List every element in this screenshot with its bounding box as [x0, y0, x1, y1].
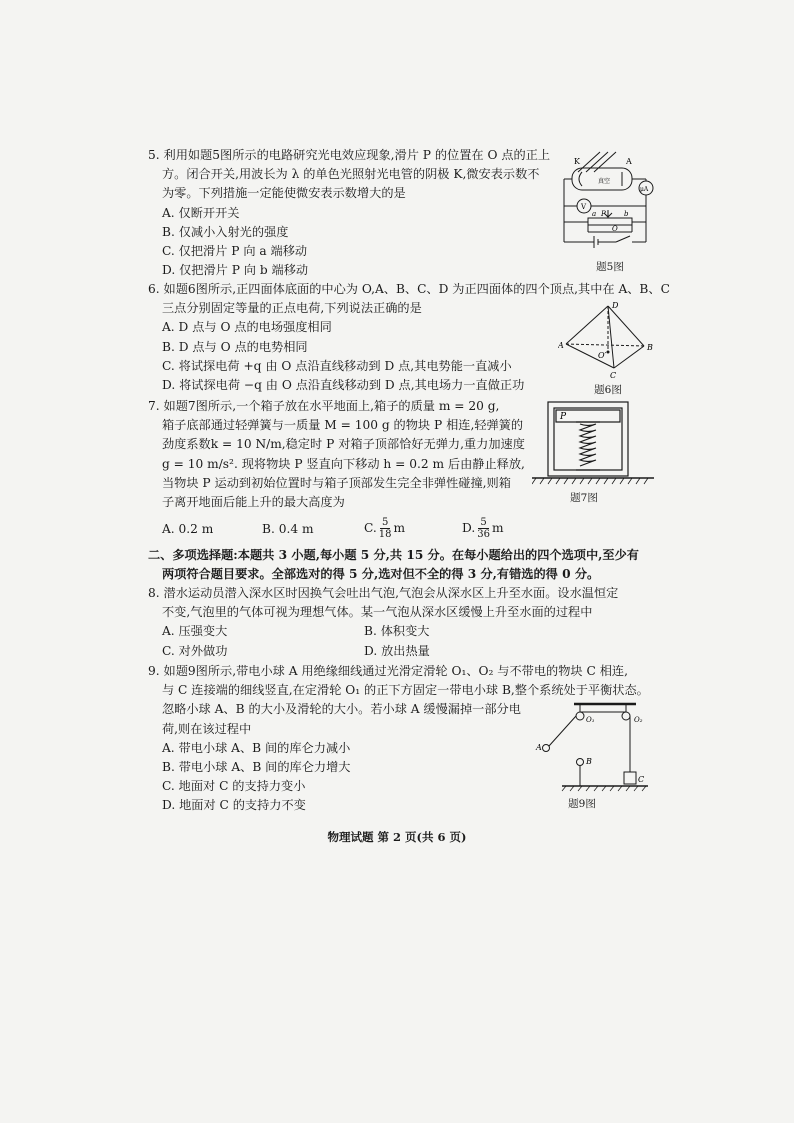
figure-7-caption: 题7图 [570, 492, 598, 504]
question-7-option-a: A. 0.2 m [162, 522, 214, 536]
fig6-label-A: A [558, 341, 564, 350]
fig6-label-C: C [610, 371, 617, 380]
figure-9-caption: 题9图 [568, 798, 596, 810]
fig9-label-O2: O₂ [634, 716, 643, 724]
fig9-label-C: C [638, 775, 645, 784]
question-5-option-c: C. 仅把滑片 P 向 a 端移动 [162, 244, 308, 259]
question-9-line-1: 9. 如题9图所示,带电小球 A 用绝缘细线通过光滑定滑轮 O₁、O₂ 与不带电的物块 C 相连, [148, 664, 628, 678]
fig6-label-B: B [647, 343, 653, 352]
figure-9-pulley-system [534, 702, 654, 794]
figure-7-box-spring [532, 398, 654, 488]
question-6-option-a: A. D 点与 O 点的电场强度相同 [162, 320, 332, 335]
fig5-label-microammeter: μA [640, 186, 649, 193]
fig9-label-O1: O₁ [586, 716, 595, 724]
fig5-label-O: O [612, 225, 618, 233]
page-footer: 物理试题 第 2 页(共 6 页) [327, 830, 467, 844]
question-8-option-c: C. 对外做功 [162, 643, 228, 658]
question-8-options-row-1 [148, 622, 618, 641]
question-8-option-b: B. 体积变大 [364, 624, 430, 639]
question-8-option-a: A. 压强变大 [162, 624, 228, 639]
question-6-option-d: D. 将试探电荷 −q 由 O 点沿直线移动到 D 点,其电场力一直做正功 [162, 378, 525, 393]
question-5-line-3: 为零。下列措施一定能使微安表示数增大的是 [162, 186, 406, 201]
question-8-line-2: 不变,气泡里的气体可视为理想气体。某一气泡从深水区缓慢上升至水面的过程中 [162, 605, 593, 620]
question-7 [148, 397, 525, 512]
fig5-label-vacuum: 真空 [598, 178, 611, 185]
question-8-option-d: D. 放出热量 [364, 643, 430, 658]
fig7-label-P: P [560, 412, 567, 422]
question-5-option-b: B. 仅减小入射光的强度 [162, 224, 289, 239]
question-8-line-1: 8. 潜水运动员潜入深水区时因换气会吐出气泡,气泡会从深水区上升至水面。设水温恒定 [148, 586, 619, 600]
fig5-label-a: a [592, 210, 597, 218]
question-7-options [162, 517, 562, 541]
question-9-line-2: 与 C 连接端的细线竖直,在定滑轮 O₁ 的正下方固定一带电小球 B,整个系统处于平衡状态。 [162, 683, 649, 698]
fig6-label-O: O′ [598, 351, 607, 360]
fig5-label-K: K [574, 157, 580, 166]
question-5-option-d: D. 仅把滑片 P 向 b 端移动 [162, 263, 309, 278]
question-7-line-3: 劲度系数k = 10 N/m,稳定时 P 对箱子顶部恰好无弹力,重力加速度 [162, 437, 525, 452]
question-7-line-4: g = 10 m/s². 现将物块 P 竖直向下移动 h = 0.2 m 后由静止释放, [162, 456, 525, 471]
question-5-line-2: 方。闭合开关,用波长为 λ 的单色光照射光电管的阴极 K,微安表示数不 [162, 167, 540, 182]
section-2-line-1: 二、多项选择题:本题共 3 小题,每小题 5 分,共 15 分。在每小题给出的四个选项中,至少有 [148, 548, 639, 562]
question-9-option-c: C. 地面对 C 的支持力变小 [162, 779, 306, 794]
question-6-option-b: B. D 点与 O 点的电势相同 [162, 339, 308, 354]
question-6-line-2: 三点分别固定等量的正点电荷,下列说法正确的是 [162, 301, 422, 316]
question-5 [148, 146, 550, 280]
fig9-label-B: B [586, 757, 592, 766]
question-8-options-row-2 [148, 642, 618, 661]
question-9-option-a: A. 带电小球 A、B 间的库仑力减小 [162, 740, 351, 755]
fig5-label-A: A [626, 157, 632, 166]
section-2-heading [148, 546, 639, 584]
question-7-option-b: B. 0.4 m [262, 522, 314, 536]
figure-6-tetrahedron [558, 300, 658, 380]
question-7-line-2: 箱子底部通过轻弹簧与一质量 M = 100 g 的物块 P 相连,轻弹簧的 [162, 418, 524, 433]
fig9-label-A: A [536, 743, 542, 752]
fig6-label-D: D [612, 301, 619, 310]
question-7-line-5: 当物块 P 运动到初始位置时与箱子顶部发生完全非弹性碰撞,则箱 [162, 475, 511, 490]
question-7-option-c: C. $\frac{5}{18}$ m [364, 517, 406, 540]
question-7-line-6: 子离开地面后能上升的最大高度为 [162, 495, 345, 510]
question-8 [148, 584, 618, 661]
fig5-label-P: P [601, 210, 606, 218]
figure-5-caption: 题5图 [596, 261, 624, 273]
question-9-line-4: 荷,则在该过程中 [162, 721, 252, 736]
question-9-line-3: 忽略小球 A、B 的大小及滑轮的大小。若小球 A 缓慢漏掉一部分电 [162, 702, 521, 717]
question-5-line-1: 5. 利用如题5图所示的电路研究光电效应现象,滑片 P 的位置在 O 点的正上 [148, 148, 551, 162]
question-9-option-b: B. 带电小球 A、B 间的库仑力增大 [162, 760, 351, 775]
question-9-option-d: D. 地面对 C 的支持力不变 [162, 798, 306, 813]
figure-5-photoelectric-circuit [560, 150, 670, 258]
fig5-label-b: b [624, 210, 629, 218]
fig5-label-V: V [581, 203, 587, 211]
question-6-option-c: C. 将试探电荷 +q 由 O 点沿直线移动到 D 点,其电势能一直减小 [162, 358, 512, 373]
figure-6-caption: 题6图 [594, 384, 622, 396]
question-6-line-1: 6. 如题6图所示,正四面体底面的中心为 O,A、B、C、D 为正四面体的四个顶点,其中在 A、B、C [148, 282, 670, 296]
question-5-option-a: A. 仅断开开关 [162, 205, 240, 220]
question-7-line-1: 7. 如题7图所示,一个箱子放在水平地面上,箱子的质量 m = 20 g, [148, 399, 500, 413]
section-2-line-2: 两项符合题目要求。全部选对的得 5 分,选对但不全的得 3 分,有错选的得 0 分。 [162, 567, 600, 582]
question-7-option-d: D. $\frac{5}{36}$ m [462, 517, 504, 540]
